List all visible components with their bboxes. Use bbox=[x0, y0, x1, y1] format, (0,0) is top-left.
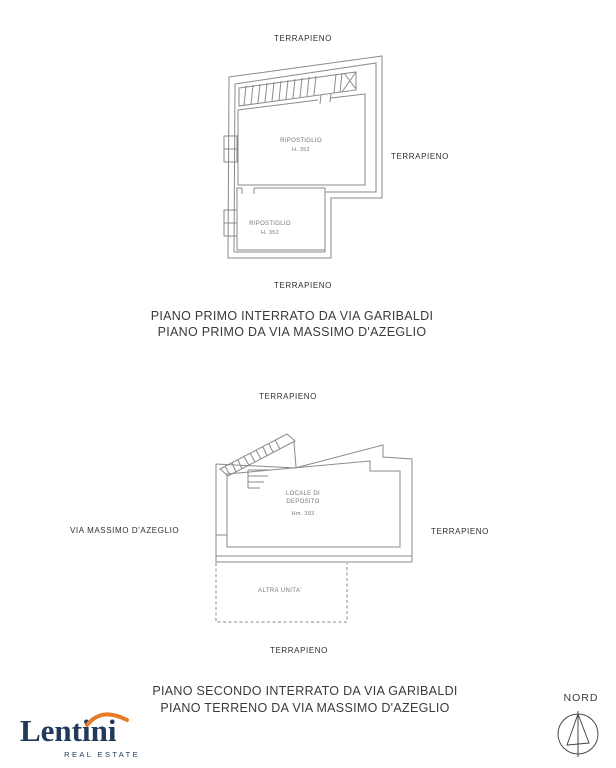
plan2-room-label-line1: LOCALE DI bbox=[285, 491, 321, 497]
plan1-small-room-label: RIPOSTIGLIO bbox=[249, 221, 291, 227]
plan1-caption-line2: PIANO PRIMO DA VIA MASSIMO D'AZEGLIO bbox=[157, 325, 427, 339]
compass-nord-label: NORD bbox=[563, 692, 599, 704]
north-compass bbox=[558, 711, 598, 757]
lentini-logo-subtitle: REAL ESTATE bbox=[64, 750, 140, 759]
plan2-stair-connector bbox=[294, 442, 296, 467]
plan1-main-room-label: RIPOSTIGLIO bbox=[280, 138, 322, 144]
plan2-caption-line1: PIANO SECONDO INTERRATO DA VIA GARIBALDI bbox=[152, 684, 458, 698]
plan1-caption-line1: PIANO PRIMO INTERRATO DA VIA GARIBALDI bbox=[150, 309, 434, 323]
plan2-room-height: Hm. 393 bbox=[291, 511, 315, 517]
plan1-terrapieno-right: TERRAPIENO bbox=[390, 152, 450, 161]
plan1-window-2 bbox=[224, 210, 237, 236]
plan2-small-steps bbox=[248, 470, 272, 488]
plan1-stair-outline bbox=[239, 72, 356, 106]
plan1-terrapieno-bottom: TERRAPIENO bbox=[273, 281, 333, 290]
plan2-caption-line2: PIANO TERRENO DA VIA MASSIMO D'AZEGLIO bbox=[160, 701, 450, 715]
plan1-drawing bbox=[224, 56, 382, 258]
plan1-main-room-door-jambs bbox=[320, 94, 331, 104]
plan2-terrapieno-bottom: TERRAPIENO bbox=[269, 646, 329, 655]
plan1-terrapieno-top: TERRAPIENO bbox=[273, 34, 333, 43]
plan1-small-room-height: H. 352 bbox=[260, 230, 280, 236]
plan1-stair-treads bbox=[244, 72, 356, 105]
plan2-terrapieno-top: TERRAPIENO bbox=[258, 392, 318, 401]
plan2-via-massimo-dazeglio: VIA MASSIMO D'AZEGLIO bbox=[70, 526, 180, 535]
plan1-main-room-height: H. 352 bbox=[291, 147, 311, 153]
plan1-small-room-door-jambs bbox=[242, 188, 254, 194]
lentini-logo bbox=[20, 714, 142, 762]
plan2-drawing bbox=[216, 434, 412, 622]
plan2-terrapieno-right: TERRAPIENO bbox=[430, 527, 490, 536]
plan2-room-label-line2: DEPOSITO bbox=[286, 499, 320, 505]
logo-roof-icon bbox=[84, 710, 130, 728]
plan2-altra-unita-label: ALTRA UNITA' bbox=[258, 588, 302, 594]
lentini-logo-wordmark: Lentini bbox=[20, 713, 117, 748]
plan1-small-room bbox=[237, 188, 325, 250]
